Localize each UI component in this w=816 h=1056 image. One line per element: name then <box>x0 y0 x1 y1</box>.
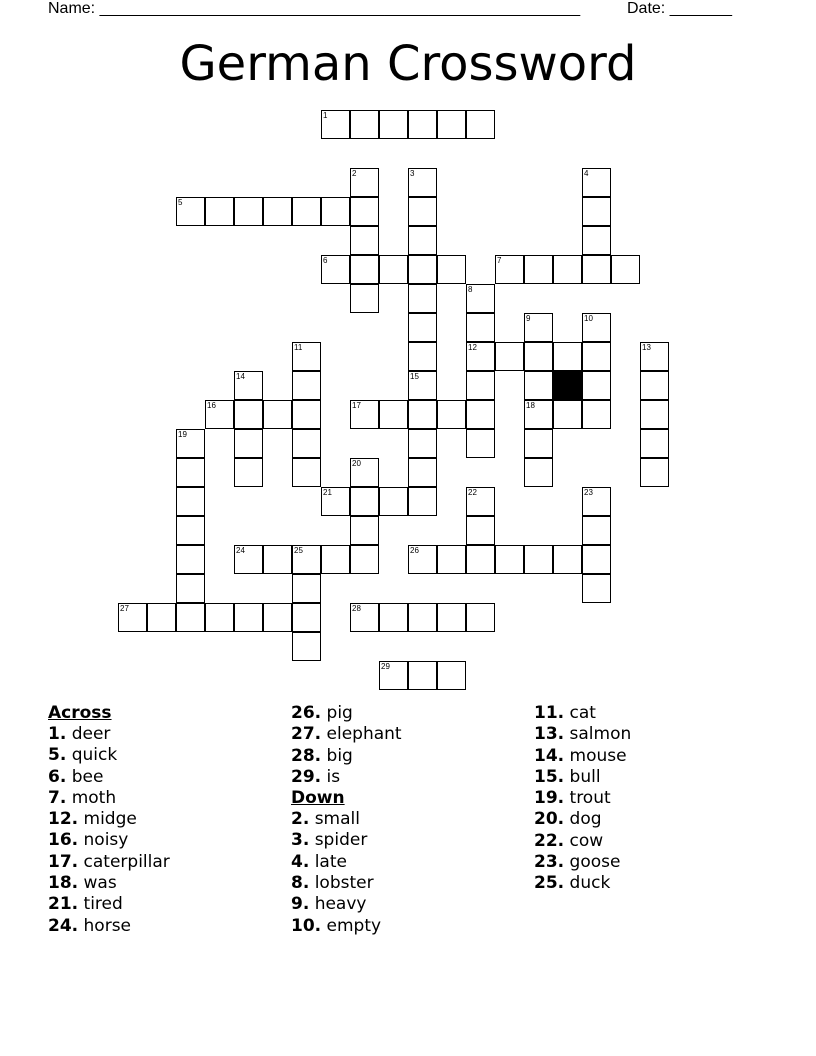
clue-number: 1 <box>323 111 328 120</box>
grid-cell[interactable] <box>524 545 553 574</box>
grid-cell[interactable] <box>495 342 524 371</box>
grid-cell[interactable] <box>408 313 437 342</box>
grid-cell[interactable] <box>234 371 263 400</box>
clue-number-label: 19. <box>534 788 565 809</box>
grid-cell[interactable] <box>379 110 408 139</box>
clue-number-label: 6. <box>48 766 67 787</box>
clue-number: 29 <box>381 662 390 671</box>
grid-cell[interactable] <box>582 313 611 342</box>
grid-cell[interactable] <box>640 400 669 429</box>
clue-text: cat <box>564 703 596 723</box>
grid-cell[interactable] <box>263 545 292 574</box>
grid-cell[interactable] <box>350 168 379 197</box>
grid-cell[interactable] <box>379 400 408 429</box>
grid-cell[interactable] <box>263 400 292 429</box>
grid-cell[interactable] <box>205 197 234 226</box>
clue-number: 27 <box>120 604 129 613</box>
grid-cell[interactable] <box>408 429 437 458</box>
clue-number: 2 <box>352 169 357 178</box>
grid-cell[interactable] <box>640 429 669 458</box>
clue-column-1 <box>48 703 170 937</box>
grid-cell[interactable] <box>582 487 611 516</box>
clue-number: 22 <box>468 488 477 497</box>
clue-text: heavy <box>309 894 367 915</box>
down-clue <box>291 852 402 873</box>
grid-cell[interactable] <box>321 545 350 574</box>
grid-cell[interactable] <box>466 516 495 545</box>
grid-cell[interactable] <box>205 400 234 429</box>
grid-cell[interactable] <box>292 458 321 487</box>
clue-number-label: 4. <box>291 851 310 872</box>
grid-cell[interactable] <box>350 255 379 284</box>
grid-cell[interactable] <box>466 313 495 342</box>
grid-cell[interactable] <box>408 400 437 429</box>
clue-text: noisy <box>78 830 129 851</box>
clue-number-label: 1. <box>48 724 67 744</box>
clue-number: 20 <box>352 459 361 468</box>
down-clue <box>534 724 631 745</box>
clue-text: horse <box>78 915 132 936</box>
grid-cell[interactable] <box>495 545 524 574</box>
clue-number: 5 <box>178 198 183 207</box>
grid-cell[interactable] <box>263 603 292 632</box>
across-clue <box>48 830 170 851</box>
clue-number: 18 <box>526 401 535 410</box>
grid-cell[interactable] <box>176 197 205 226</box>
grid-cell[interactable] <box>582 371 611 400</box>
grid-cell[interactable] <box>292 197 321 226</box>
grid-cell[interactable] <box>437 255 466 284</box>
clue-number-label: 12. <box>48 809 79 830</box>
grid-cell[interactable] <box>466 371 495 400</box>
clue-number-label: 7. <box>48 787 67 808</box>
down-clue <box>534 767 631 788</box>
grid-cell[interactable] <box>524 371 553 400</box>
grid-cell[interactable] <box>205 603 234 632</box>
clue-number-label: 17. <box>48 851 79 872</box>
grid-cell[interactable] <box>437 400 466 429</box>
clue-number-label: 26. <box>291 703 322 723</box>
clue-text: duck <box>564 873 611 894</box>
grid-cell[interactable] <box>553 255 582 284</box>
down-clue <box>291 894 402 915</box>
clue-number: 21 <box>323 488 332 497</box>
grid-cell[interactable] <box>582 197 611 226</box>
clue-text: big <box>321 745 353 766</box>
grid-cell[interactable] <box>234 197 263 226</box>
down-clue <box>534 873 631 894</box>
grid-cell[interactable] <box>234 400 263 429</box>
clue-number-label: 2. <box>291 809 310 830</box>
grid-cell[interactable] <box>524 342 553 371</box>
grid-cell[interactable] <box>321 197 350 226</box>
clue-number: 4 <box>584 169 589 178</box>
clue-column-2 <box>291 703 402 937</box>
across-clue <box>291 703 402 724</box>
clue-number-label: 18. <box>48 873 79 894</box>
clue-text: quick <box>66 745 118 766</box>
down-clue <box>291 916 402 937</box>
grid-cell[interactable] <box>582 226 611 255</box>
grid-cell[interactable] <box>466 603 495 632</box>
grid-cell[interactable] <box>234 603 263 632</box>
clue-text: bee <box>66 766 104 787</box>
grid-cell[interactable] <box>350 458 379 487</box>
grid-cell[interactable] <box>408 255 437 284</box>
clue-number-label: 3. <box>291 830 310 851</box>
across-clue <box>291 746 402 767</box>
down-clue <box>534 809 631 830</box>
grid-cell[interactable] <box>263 197 292 226</box>
grid-cell[interactable] <box>292 342 321 371</box>
grid-cell[interactable] <box>176 516 205 545</box>
grid-cell[interactable] <box>640 371 669 400</box>
clue-number-label: 11. <box>534 703 565 723</box>
clue-text: elephant <box>321 724 402 745</box>
grid-cell[interactable] <box>350 110 379 139</box>
grid-cell[interactable] <box>176 487 205 516</box>
down-clue <box>291 809 402 830</box>
grid-cell[interactable] <box>408 545 437 574</box>
across-clue <box>48 852 170 873</box>
clue-number-label: 13. <box>534 724 565 745</box>
grid-cell[interactable] <box>466 342 495 371</box>
grid-cell[interactable] <box>466 429 495 458</box>
grid-cell[interactable] <box>234 545 263 574</box>
clue-number: 9 <box>526 314 531 323</box>
clue-text: spider <box>309 830 368 851</box>
grid-cell[interactable] <box>437 545 466 574</box>
clue-number: 7 <box>497 256 502 265</box>
grid-cell[interactable] <box>640 458 669 487</box>
clue-number: 25 <box>294 546 303 555</box>
grid-cell[interactable] <box>350 487 379 516</box>
grid-cell[interactable] <box>408 168 437 197</box>
grid-cell[interactable] <box>176 545 205 574</box>
clue-text: bull <box>564 766 601 787</box>
across-clue <box>48 916 170 937</box>
clue-number: 24 <box>236 546 245 555</box>
clue-text: salmon <box>564 724 632 745</box>
clue-text: was <box>78 873 117 894</box>
grid-cell[interactable] <box>321 110 350 139</box>
grid-cell[interactable] <box>495 255 524 284</box>
clue-text: trout <box>564 788 611 809</box>
clue-text: goose <box>564 852 621 873</box>
down-clue <box>534 831 631 852</box>
clue-number-label: 16. <box>48 830 79 851</box>
clue-number: 10 <box>584 314 593 323</box>
clue-text: caterpillar <box>78 851 170 872</box>
clue-number: 19 <box>178 430 187 439</box>
clue-text: late <box>309 851 347 872</box>
clue-text: lobster <box>309 873 374 894</box>
grid-cell[interactable] <box>524 255 553 284</box>
clue-number-label: 24. <box>48 915 79 936</box>
clue-text: midge <box>78 809 137 830</box>
across-clue <box>291 767 402 788</box>
clue-text: moth <box>66 787 117 808</box>
clue-number: 14 <box>236 372 245 381</box>
clue-text: deer <box>66 724 111 744</box>
grid-cell[interactable] <box>466 284 495 313</box>
clue-number: 8 <box>468 285 473 294</box>
clue-column-3 <box>534 703 631 895</box>
grid-cell[interactable] <box>350 603 379 632</box>
grid-cell[interactable] <box>292 545 321 574</box>
clue-text: tired <box>78 894 123 915</box>
down-clue <box>534 746 631 767</box>
grid-cell[interactable] <box>408 226 437 255</box>
grid-cell[interactable] <box>176 603 205 632</box>
grid-cell[interactable] <box>466 110 495 139</box>
clue-number-label: 5. <box>48 745 67 766</box>
down-clue <box>534 703 631 724</box>
clue-number-label: 8. <box>291 873 310 894</box>
clue-number: 16 <box>207 401 216 410</box>
clue-number: 26 <box>410 546 419 555</box>
grid-cell[interactable] <box>408 661 437 690</box>
clue-number-label: 10. <box>291 915 322 936</box>
grid-cell[interactable] <box>408 603 437 632</box>
clue-number-label: 14. <box>534 745 565 766</box>
grid-cell[interactable] <box>321 255 350 284</box>
across-clue <box>48 745 170 766</box>
grid-cell[interactable] <box>176 429 205 458</box>
grid-cell[interactable] <box>408 197 437 226</box>
across-heading: Across <box>48 703 112 723</box>
grid-cell[interactable] <box>408 458 437 487</box>
clue-number-label: 29. <box>291 766 322 787</box>
down-clue <box>291 830 402 851</box>
clue-number-label: 23. <box>534 852 565 873</box>
across-clue <box>48 809 170 830</box>
date-label: Date: _______ <box>627 0 732 17</box>
clue-number: 28 <box>352 604 361 613</box>
grid-cell[interactable] <box>582 400 611 429</box>
down-clue <box>534 788 631 809</box>
grid-cell[interactable] <box>524 400 553 429</box>
grid-cell[interactable] <box>582 574 611 603</box>
clue-number: 11 <box>294 343 303 352</box>
grid-cell[interactable] <box>292 574 321 603</box>
down-heading: Down <box>291 788 345 809</box>
clue-text: cow <box>564 830 604 851</box>
grid-cell[interactable] <box>640 342 669 371</box>
grid-cell[interactable] <box>582 545 611 574</box>
grid-cell[interactable] <box>234 458 263 487</box>
grid-cell[interactable] <box>553 400 582 429</box>
grid-cell[interactable] <box>292 400 321 429</box>
grid-cell[interactable] <box>379 255 408 284</box>
grid-cell[interactable] <box>466 487 495 516</box>
grid-cell[interactable] <box>408 110 437 139</box>
clue-number-label: 21. <box>48 894 79 915</box>
grid-cell[interactable] <box>408 371 437 400</box>
grid-cell[interactable] <box>176 458 205 487</box>
grid-cell[interactable] <box>466 545 495 574</box>
grid-cell[interactable] <box>582 516 611 545</box>
clue-text: pig <box>321 703 353 723</box>
grid-cell[interactable] <box>379 661 408 690</box>
grid-cell[interactable] <box>292 371 321 400</box>
grid-cell[interactable] <box>408 342 437 371</box>
clue-number-label: 25. <box>534 873 565 894</box>
grid-cell[interactable] <box>379 603 408 632</box>
grid-cell[interactable] <box>292 603 321 632</box>
grid-cell[interactable] <box>524 429 553 458</box>
across-clue <box>48 894 170 915</box>
clue-number: 3 <box>410 169 415 178</box>
name-label: Name: ______________________________________________________ <box>48 0 581 17</box>
clue-number: 17 <box>352 401 361 410</box>
clue-number: 13 <box>642 343 651 352</box>
grid-cell[interactable] <box>379 487 408 516</box>
grid-cell[interactable] <box>118 603 147 632</box>
grid-cell[interactable] <box>350 226 379 255</box>
across-clue <box>48 873 170 894</box>
clue-text: small <box>309 809 360 830</box>
grid-cell[interactable] <box>437 661 466 690</box>
clue-number: 15 <box>410 372 419 381</box>
grid-cell[interactable] <box>408 284 437 313</box>
clue-number-label: 15. <box>534 766 565 787</box>
grid-cell[interactable] <box>553 342 582 371</box>
grid-cell[interactable] <box>350 400 379 429</box>
grid-cell[interactable] <box>292 632 321 661</box>
page-title: German Crossword <box>179 36 637 92</box>
grid-cell[interactable] <box>553 545 582 574</box>
grid-cell[interactable] <box>408 487 437 516</box>
down-clue <box>534 852 631 873</box>
grid-cell[interactable] <box>292 429 321 458</box>
clue-text: dog <box>564 809 602 830</box>
grid-cell[interactable] <box>350 516 379 545</box>
across-clue <box>48 724 170 745</box>
grid-cell[interactable] <box>524 313 553 342</box>
clue-number-label: 28. <box>291 745 322 766</box>
across-clue <box>48 767 170 788</box>
grid-cell[interactable] <box>350 197 379 226</box>
clue-text: mouse <box>564 745 627 766</box>
clue-text: is <box>321 766 341 787</box>
grid-cell[interactable] <box>147 603 176 632</box>
grid-cell[interactable] <box>466 400 495 429</box>
across-clue <box>48 788 170 809</box>
clue-number-label: 22. <box>534 830 565 851</box>
down-clue <box>291 873 402 894</box>
grid-cell[interactable] <box>582 342 611 371</box>
clue-number: 6 <box>323 256 328 265</box>
clue-text: empty <box>321 915 382 936</box>
clue-number: 23 <box>584 488 593 497</box>
clue-number-label: 20. <box>534 809 565 830</box>
grid-cell[interactable] <box>350 284 379 313</box>
grid-cell[interactable] <box>437 603 466 632</box>
black-square <box>553 371 582 400</box>
across-clue <box>291 724 402 745</box>
clue-number-label: 9. <box>291 894 310 915</box>
grid-cell[interactable] <box>176 574 205 603</box>
grid-cell[interactable] <box>582 168 611 197</box>
grid-cell[interactable] <box>234 429 263 458</box>
grid-cell[interactable] <box>321 487 350 516</box>
clue-number: 12 <box>468 343 477 352</box>
grid-cell[interactable] <box>611 255 640 284</box>
grid-cell[interactable] <box>524 458 553 487</box>
grid-cell[interactable] <box>437 110 466 139</box>
grid-cell[interactable] <box>582 255 611 284</box>
clue-number-label: 27. <box>291 724 322 745</box>
grid-cell[interactable] <box>350 545 379 574</box>
